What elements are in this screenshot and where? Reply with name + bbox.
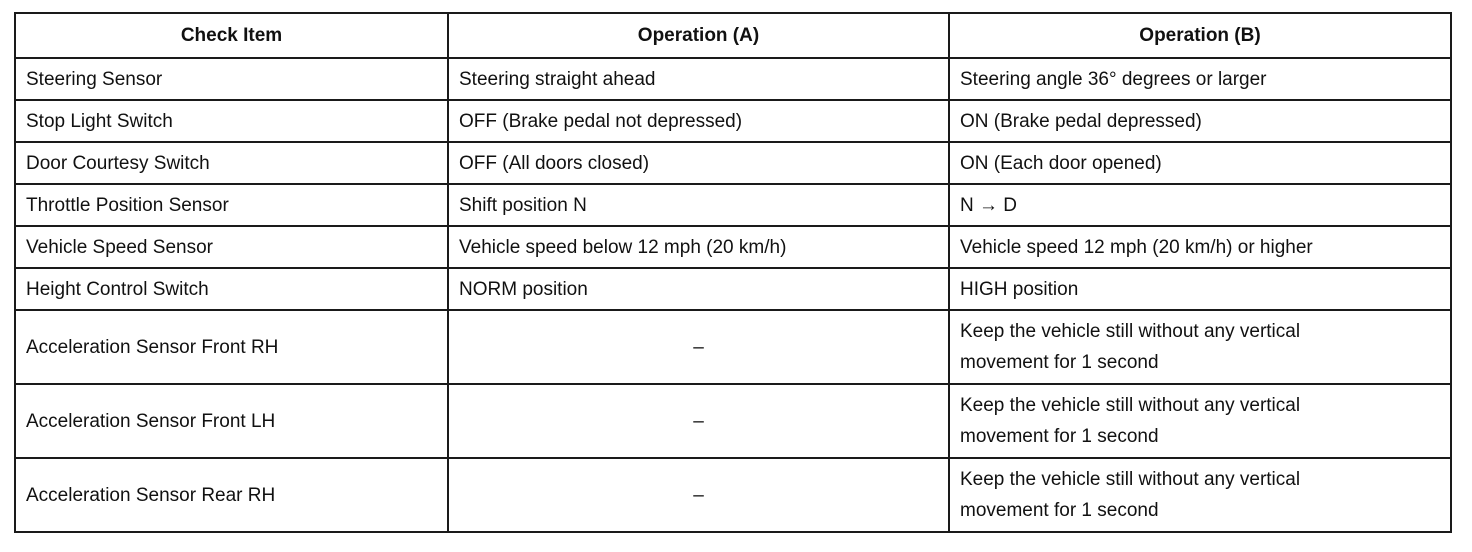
operation-a-cell: – [448, 310, 949, 384]
operation-b-line: movement for 1 second [960, 500, 1159, 521]
table-row [15, 226, 1451, 268]
table-row [15, 268, 1451, 310]
header-operation-a: Operation (A) [448, 13, 949, 58]
operation-b-cell [949, 458, 1451, 532]
operation-a-cell: NORM position [448, 268, 949, 310]
table-row [15, 384, 1451, 458]
operation-b-cell: Steering angle 36° degrees or larger [949, 58, 1451, 100]
check-item-cell: Height Control Switch [15, 268, 448, 310]
check-item-cell: Steering Sensor [15, 58, 448, 100]
operation-b-cell: ON (Each door opened) [949, 142, 1451, 184]
table-row [15, 310, 1451, 384]
operation-a-cell: – [448, 458, 949, 532]
table-header-row [15, 13, 1451, 58]
operation-b-line: Keep the vehicle still without any vertical [960, 321, 1301, 342]
check-item-cell: Vehicle Speed Sensor [15, 226, 448, 268]
check-item-cell: Door Courtesy Switch [15, 142, 448, 184]
header-operation-b: Operation (B) [949, 13, 1451, 58]
operation-b-cell [949, 384, 1451, 458]
operation-b-cell: HIGH position [949, 268, 1451, 310]
operation-a-cell: – [448, 384, 949, 458]
operation-b-cell: ON (Brake pedal depressed) [949, 100, 1451, 142]
operation-a-cell: OFF (Brake pedal not depressed) [448, 100, 949, 142]
operation-b-line: Keep the vehicle still without any vertical [960, 469, 1301, 490]
table-row [15, 100, 1451, 142]
operation-b-cell: N → D [949, 184, 1451, 226]
operation-b-line: movement for 1 second [960, 426, 1159, 447]
table-row [15, 142, 1451, 184]
check-item-cell: Acceleration Sensor Rear RH [15, 458, 448, 532]
check-item-table [14, 12, 1452, 533]
operation-b-line: Keep the vehicle still without any vertical [960, 395, 1301, 416]
check-item-cell: Acceleration Sensor Front RH [15, 310, 448, 384]
table-row [15, 58, 1451, 100]
operation-a-cell: Vehicle speed below 12 mph (20 km/h) [448, 226, 949, 268]
operation-b-cell: Vehicle speed 12 mph (20 km/h) or higher [949, 226, 1451, 268]
operation-b-line: movement for 1 second [960, 352, 1159, 373]
operation-a-cell: OFF (All doors closed) [448, 142, 949, 184]
table-row [15, 458, 1451, 532]
operation-a-cell: Shift position N [448, 184, 949, 226]
check-item-cell: Stop Light Switch [15, 100, 448, 142]
table-row [15, 184, 1451, 226]
header-check-item: Check Item [15, 13, 448, 58]
operation-a-cell: Steering straight ahead [448, 58, 949, 100]
check-item-cell: Acceleration Sensor Front LH [15, 384, 448, 458]
check-item-cell: Throttle Position Sensor [15, 184, 448, 226]
operation-b-cell [949, 310, 1451, 384]
